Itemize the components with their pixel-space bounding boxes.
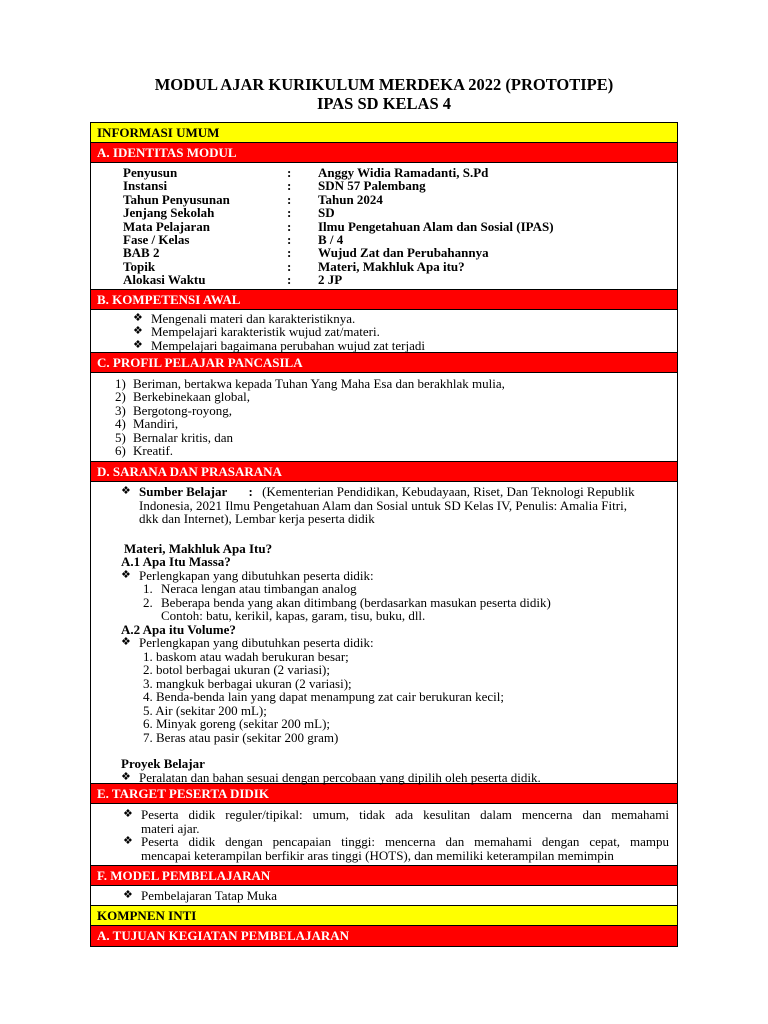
list-number: 6) (115, 443, 126, 459)
list-item (115, 444, 677, 457)
bullet-icon: ❖ (123, 889, 133, 901)
identitas-row (123, 193, 677, 206)
a1-item-text: Neraca lengan atau timbangan analog (161, 581, 357, 596)
identitas-colon: : (287, 258, 292, 274)
list-item (121, 636, 669, 650)
section-identitas-modul: A. IDENTITAS MODUL (91, 143, 677, 163)
list-item: 5. Air (sekitar 200 mL); (143, 702, 267, 718)
profil-text: Bergotong-royong, (133, 402, 233, 418)
a2-intro: Perlengkapan yang dibutuhkan peserta didik: (139, 635, 374, 650)
identitas-label: BAB 2 (123, 245, 160, 261)
list-item: 2. botol berbagai ukuran (2 variasi); (143, 662, 330, 677)
sumber-text-1: (Kementerian Pendidikan, Kebudayaan, Riset, Dan Teknologi Republik (262, 484, 635, 499)
bullet-icon: ❖ (133, 338, 143, 351)
list-item (115, 431, 677, 444)
identitas-value: Materi, Makhluk Apa itu? (318, 258, 465, 274)
list-item (123, 889, 677, 903)
a1-item-text: Beberapa benda yang akan ditimbang (berdasarkan masukan peserta didik) (161, 594, 551, 610)
identitas-colon: : (287, 178, 292, 194)
bullet-icon: ❖ (121, 568, 131, 581)
identitas-label: Alokasi Waktu (123, 272, 206, 288)
list-item: 3. mangkuk berbagai ukuran (2 variasi); (143, 675, 352, 691)
list-item (115, 404, 677, 417)
model-body (91, 886, 677, 906)
list-number: 2. (143, 594, 153, 610)
list-item (115, 377, 677, 390)
document-title-line1: MODUL AJAR KURIKULUM MERDEKA 2022 (PROTOTIPE) (154, 75, 614, 94)
profil-text: Beriman, bertakwa kepada Tuhan Yang Maha Esa dan berakhlak mulia, (133, 376, 505, 391)
identitas-colon: : (287, 272, 292, 288)
list-number: 1) (115, 376, 126, 391)
list-item: 7. Beras atau pasir (sekitar 200 gram) (143, 729, 339, 745)
list-item (115, 417, 677, 430)
list-item (133, 339, 677, 352)
sumber-text-3: dkk dan Internet), Lembar kerja peserta didik (139, 511, 375, 526)
identitas-value: 2 JP (318, 272, 343, 288)
profil-text: Berkebinekaan global, (133, 389, 250, 405)
section-model-pembelajaran: F. MODEL PEMBELAJARAN (91, 866, 677, 886)
identitas-value: Wujud Zat dan Perubahannya (318, 245, 489, 261)
profil-body (91, 373, 677, 462)
identitas-label: Instansi (123, 178, 168, 194)
list-item (143, 582, 669, 596)
list-item (121, 485, 669, 499)
identitas-label: Tahun Penyusunan (123, 191, 230, 207)
bullet-icon: ❖ (121, 770, 131, 783)
a1-intro: Perlengkapan yang dibutuhkan peserta didik: (139, 567, 374, 583)
target-tinggi-1: Peserta didik dengan pencapaian tinggi: mencerna dan memahami dengan cepat, mampu (141, 834, 669, 849)
sumber-colon: : (248, 484, 253, 499)
sumber-label: Sumber Belajar (139, 484, 228, 499)
identitas-body (91, 163, 677, 290)
module-table (90, 122, 678, 947)
identitas-colon: : (287, 232, 292, 248)
materi-title: Materi, Makhluk Apa Itu? (124, 540, 273, 556)
sumber-belajar-block (121, 485, 669, 526)
section-profil-pelajar: C. PROFIL PELAJAR PANCASILA (91, 353, 677, 373)
target-body (91, 804, 677, 866)
section-tujuan-kegiatan: A. TUJUAN KEGIATAN PEMBELAJARAN (91, 926, 677, 946)
list-item: 6. Minyak goreng (sekitar 200 mL); (143, 716, 331, 731)
list-item (121, 771, 669, 785)
model-text: Pembelajaran Tatap Muka (141, 888, 278, 903)
identitas-value: Anggy Widia Ramadanti, S.Pd (318, 165, 489, 180)
bullet-icon: ❖ (121, 485, 131, 497)
identitas-value: SD (318, 205, 335, 221)
a2-title: A.2 Apa itu Volume? (121, 621, 236, 637)
profil-text: Bernalar kritis, dan (133, 429, 233, 445)
kompetensi-text: Mempelajari bagaimana perubahan wujud zat terjadi (151, 337, 425, 353)
list-item (121, 569, 669, 583)
list-number: 3) (115, 402, 126, 418)
a1-title: A.1 Apa Itu Massa? (121, 554, 231, 569)
identitas-colon: : (287, 218, 292, 234)
identitas-row (123, 246, 677, 259)
identitas-row (123, 179, 677, 192)
identitas-label: Jenjang Sekolah (123, 205, 215, 221)
bullet-icon: ❖ (133, 312, 143, 324)
proyek-title: Proyek Belajar (121, 756, 205, 771)
list-item (115, 390, 677, 403)
a2-list (121, 650, 669, 745)
list-item: 1. baskom atau wadah berukuran besar; (143, 648, 349, 664)
profil-text: Kreatif. (133, 443, 174, 459)
identitas-row (123, 273, 677, 286)
list-number: 4) (115, 416, 126, 432)
identitas-value: SDN 57 Palembang (318, 178, 426, 194)
identitas-label: Fase / Kelas (123, 232, 190, 248)
identitas-colon: : (287, 191, 292, 207)
identitas-colon: : (287, 165, 292, 180)
identitas-value: Tahun 2024 (318, 191, 383, 207)
bullet-icon: ❖ (133, 325, 143, 338)
document-title-line2: IPAS SD KELAS 4 (316, 94, 452, 113)
proyek-item: Peralatan dan bahan sesuai dengan percobaan yang dipilih oleh peserta didik. (139, 769, 541, 785)
profil-text: Mandiri, (133, 416, 179, 432)
bullet-icon: ❖ (123, 808, 133, 820)
kompetensi-text: Mengenali materi dan karakteristiknya. (151, 311, 356, 326)
bullet-icon: ❖ (123, 835, 133, 847)
a1-contoh: Contoh: batu, kerikil, kapas, garam, tisu, buku, dll. (161, 608, 426, 623)
identitas-label: Mata Pelajaran (123, 218, 211, 234)
bullet-icon: ❖ (121, 636, 131, 648)
list-item (123, 835, 669, 862)
list-item (123, 808, 669, 835)
section-kompetensi-awal: B. KOMPETENSI AWAL (91, 290, 677, 310)
identitas-row (123, 233, 677, 246)
list-item: 4. Benda-benda lain yang dapat menampung zat cair berukuran kecil; (143, 689, 504, 704)
identitas-colon: : (287, 245, 292, 261)
identitas-row (123, 260, 677, 273)
identitas-label: Penyusun (123, 165, 178, 180)
section-target-peserta: E. TARGET PESERTA DIDIK (91, 784, 677, 804)
kompetensi-text: Mempelajari karakteristik wujud zat/materi. (151, 324, 380, 340)
sumber-text-2: Indonesia, 2021 Ilmu Pengetahuan Alam dan Sosial untuk SD Kelas IV, Penulis: Amalia Fitri, (139, 497, 627, 513)
list-number: 1. (143, 581, 153, 596)
identitas-label: Topik (123, 258, 156, 274)
identitas-colon: : (287, 205, 292, 221)
list-item (133, 325, 677, 338)
identitas-row (123, 166, 677, 179)
kompetensi-body (91, 310, 677, 353)
list-item (133, 312, 677, 325)
list-item (143, 596, 669, 610)
a1-list (121, 582, 669, 609)
identitas-value: B / 4 (318, 232, 344, 248)
identitas-value: Ilmu Pengetahuan Alam dan Sosial (IPAS) (318, 218, 554, 234)
list-number: 2) (115, 389, 126, 405)
section-sarana-prasarana: D. SARANA DAN PRASARANA (91, 462, 677, 482)
identitas-row (123, 220, 677, 233)
identitas-row (123, 206, 677, 219)
section-informasi-umum: INFORMASI UMUM (91, 123, 677, 143)
list-number: 5) (115, 429, 126, 445)
sarana-body (91, 482, 677, 784)
target-reguler-2: materi ajar. (141, 820, 200, 836)
target-reguler-1: Peserta didik reguler/tipikal: umum, tidak ada kesulitan dalam mencerna dan memahami (141, 807, 669, 822)
target-tinggi-2: mencapai keterampilan berfikir aras tinggi (HOTS), dan memiliki keterampilan memimpin (141, 847, 614, 863)
section-kompnen-inti: KOMPNEN INTI (91, 906, 677, 926)
